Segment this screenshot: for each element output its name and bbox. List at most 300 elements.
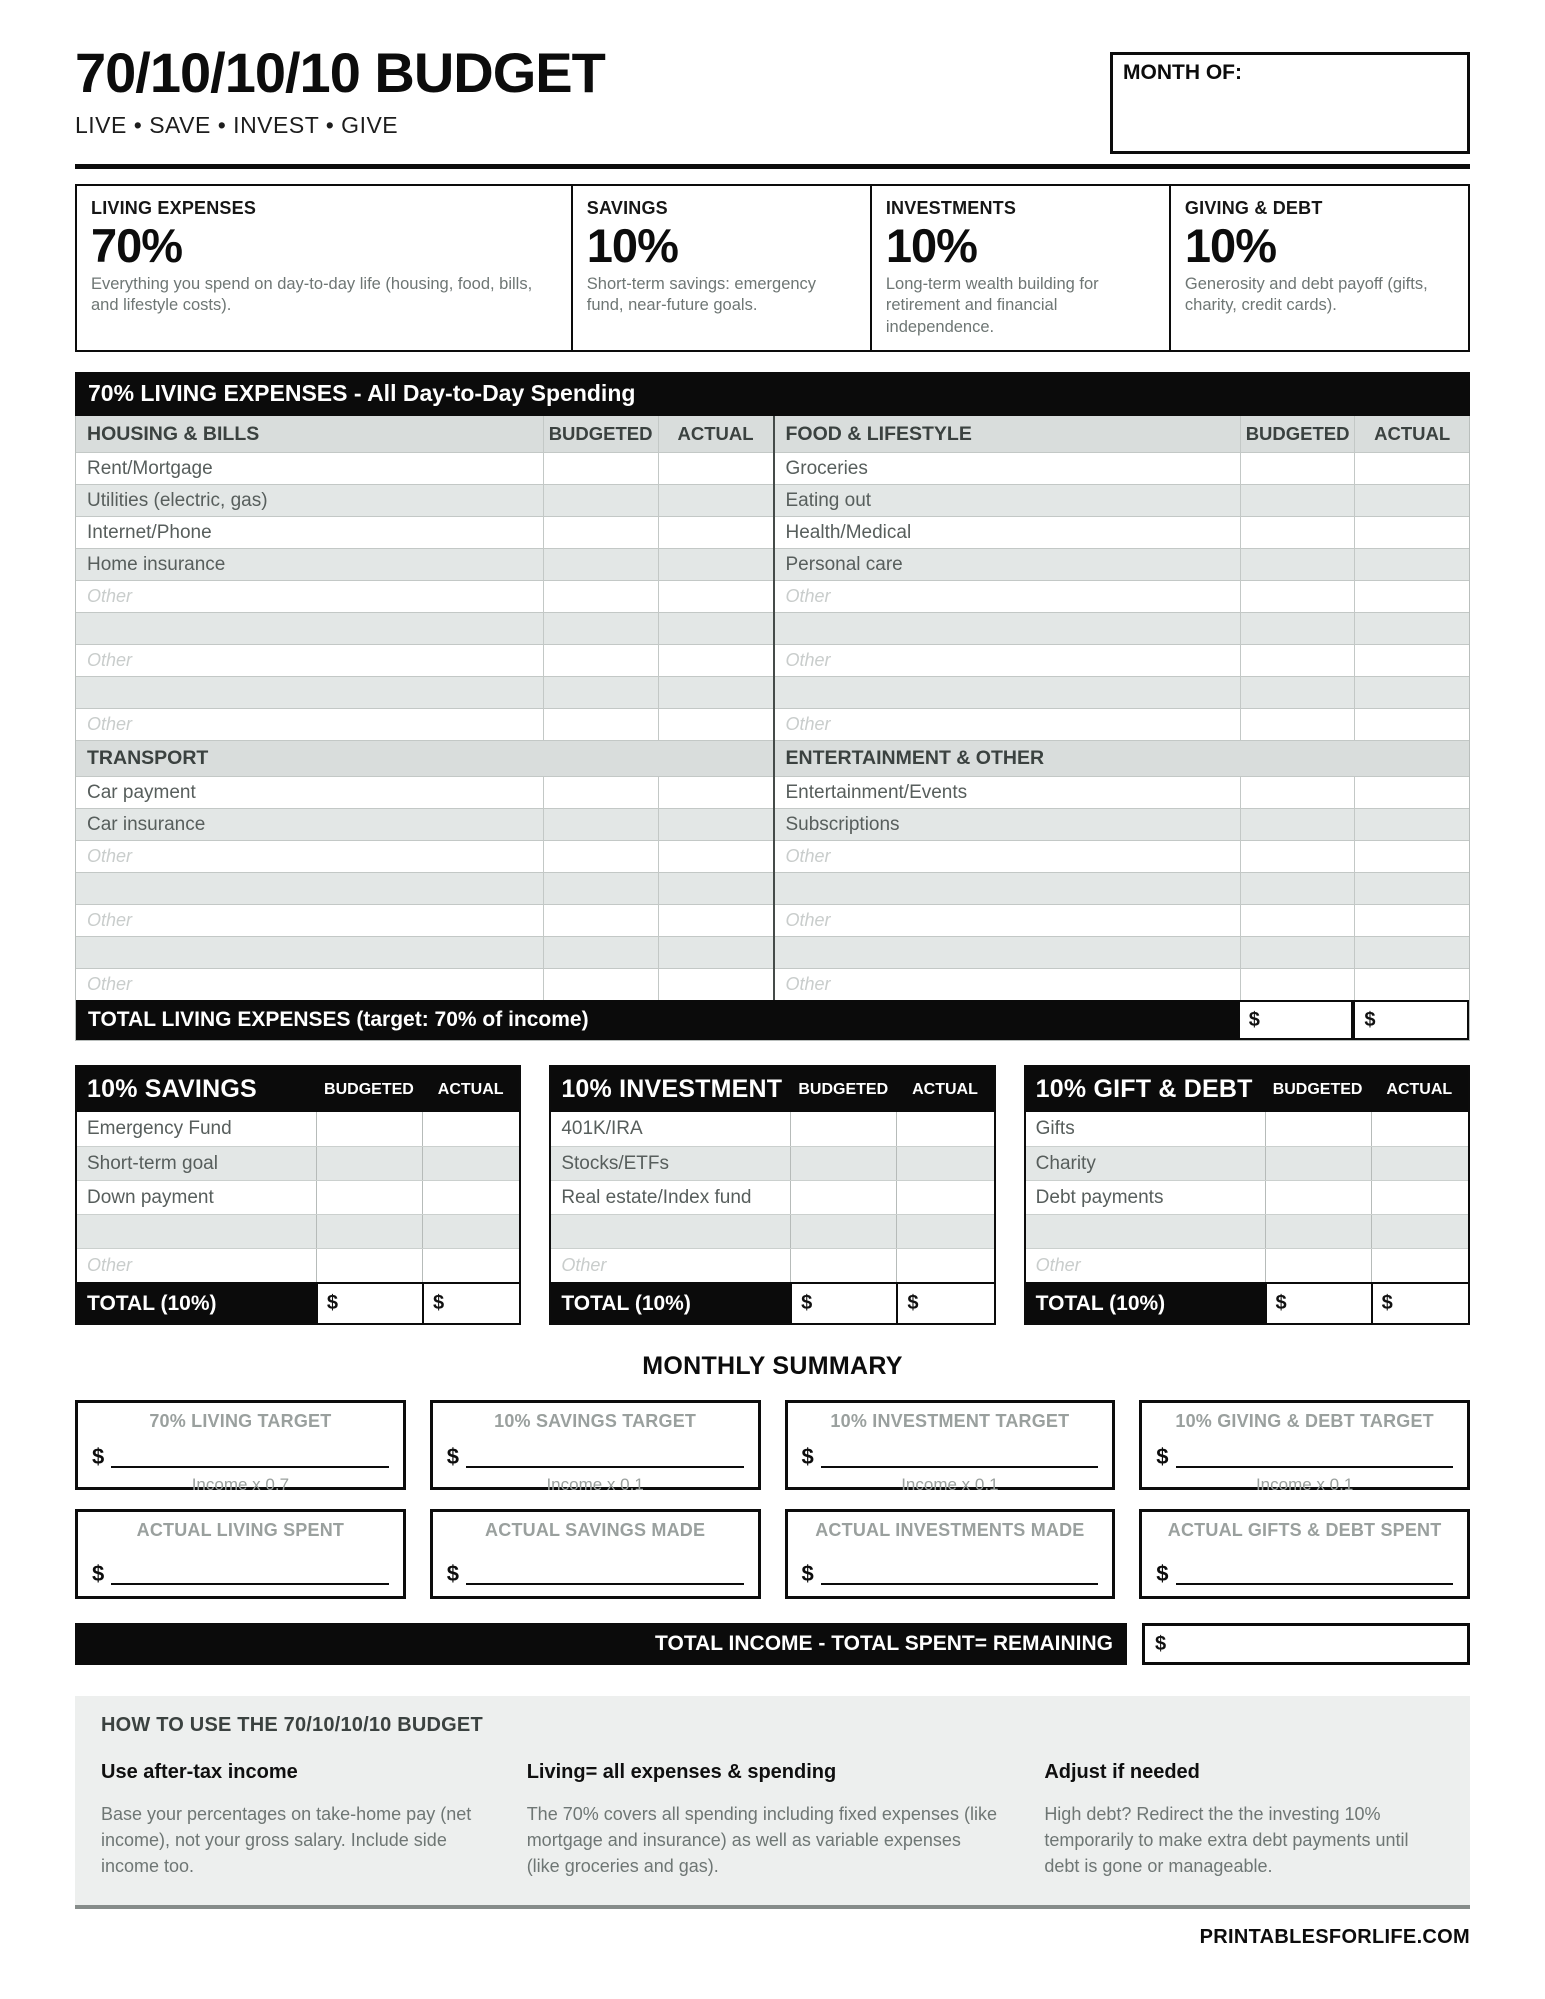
table-row	[76, 580, 773, 612]
row-label: Internet/Phone	[87, 521, 212, 543]
overview-card	[571, 186, 870, 350]
dollar-sign: $	[907, 1292, 919, 1314]
row-label: Charity	[1035, 1152, 1096, 1174]
living-section-bar: 70% LIVING EXPENSES - All Day-to-Day Spending	[75, 372, 1470, 416]
amount-fill-line[interactable]	[1156, 1563, 1453, 1585]
budgeted-cell[interactable]	[543, 453, 658, 484]
table-row	[775, 808, 1470, 840]
table-row	[551, 1214, 993, 1248]
summary-box-title: ACTUAL SAVINGS MADE	[485, 1520, 706, 1540]
table-row	[77, 1214, 519, 1248]
actual-cell[interactable]	[658, 485, 773, 516]
budgeted-cell[interactable]	[316, 1249, 422, 1282]
page-header	[75, 41, 1470, 154]
actual-cell[interactable]	[896, 1112, 993, 1146]
row-label: Other	[785, 974, 831, 994]
living-total-row	[76, 1000, 1469, 1040]
table-row	[775, 904, 1470, 936]
allocation-total-budgeted-cell[interactable]	[316, 1284, 422, 1323]
row-label: Other	[785, 650, 831, 670]
monthly-summary-title: MONTHLY SUMMARY	[642, 1352, 903, 1380]
actual-cell[interactable]	[1354, 937, 1469, 968]
actual-cell[interactable]	[1371, 1249, 1468, 1282]
actual-cell[interactable]	[658, 937, 773, 968]
table-row	[775, 452, 1470, 484]
living-total-budgeted-cell[interactable]	[1238, 1000, 1354, 1040]
summary-box-caption: Income x 0.1	[901, 1475, 999, 1494]
budgeted-cell[interactable]	[316, 1215, 422, 1248]
table-row	[76, 776, 773, 808]
tip-body: Base your percentages on take-home pay (net income), not your gross salary. Include side income too.	[101, 1804, 472, 1877]
table-row	[775, 968, 1470, 1000]
budgeted-cell[interactable]	[543, 709, 658, 740]
budgeted-cell[interactable]	[316, 1147, 422, 1180]
table-row	[775, 936, 1470, 968]
dollar-sign: $	[801, 1561, 814, 1586]
row-label: Other	[785, 910, 831, 930]
budgeted-cell[interactable]	[790, 1112, 896, 1146]
table-row	[76, 968, 773, 1000]
overview-card-label: GIVING & DEBT	[1184, 198, 1323, 218]
budgeted-cell[interactable]	[543, 873, 658, 904]
actual-cell[interactable]	[422, 1215, 519, 1248]
target-box	[1139, 1400, 1470, 1494]
tip-body: The 70% covers all spending including fixed expenses (like mortgage and insurance) as well as variable expenses (like groceries and gas).	[526, 1804, 997, 1877]
category-header: HOUSING & BILLS	[87, 422, 260, 445]
actual-cell[interactable]	[1354, 841, 1469, 872]
remaining-row	[75, 1623, 1470, 1665]
overview-card-percent: 70%	[91, 219, 183, 272]
allocation-box-header	[551, 1067, 993, 1112]
overview-card-percent: 10%	[586, 219, 678, 272]
table-row	[775, 872, 1470, 904]
table-row	[551, 1248, 993, 1282]
row-label: Utilities (electric, gas)	[87, 489, 268, 511]
dollar-sign: $	[92, 1561, 105, 1586]
allocation-box-header	[1026, 1067, 1468, 1112]
budgeted-cell[interactable]	[790, 1147, 896, 1180]
table-row	[775, 548, 1470, 580]
budgeted-cell[interactable]	[543, 841, 658, 872]
amount-fill-line[interactable]	[1156, 1446, 1453, 1468]
footer-site: PRINTABLESFORLIFE.COM	[1199, 1926, 1470, 1949]
table-row	[775, 644, 1470, 676]
budgeted-cell[interactable]	[543, 613, 658, 644]
row-label: Other	[87, 1255, 133, 1275]
table-row	[775, 840, 1470, 872]
row-label: Other	[87, 974, 133, 994]
row-label: Car payment	[87, 781, 196, 803]
actual-cell[interactable]	[1371, 1147, 1468, 1180]
budgeted-cell[interactable]	[543, 581, 658, 612]
actual-cell[interactable]	[1354, 581, 1469, 612]
budgeted-cell[interactable]	[1240, 905, 1355, 936]
dollar-sign: $	[801, 1444, 814, 1469]
row-label: Rent/Mortgage	[87, 457, 213, 479]
summary-box-title: ACTUAL LIVING SPENT	[136, 1520, 345, 1540]
actual-cell[interactable]	[658, 453, 773, 484]
budgeted-cell[interactable]	[1240, 677, 1355, 708]
summary-box-caption: Income x 0.1	[546, 1475, 644, 1494]
row-label: 401K/IRA	[561, 1118, 643, 1139]
row-label	[76, 613, 543, 644]
how-to-tip	[101, 1761, 481, 1879]
budgeted-cell[interactable]	[1265, 1215, 1371, 1248]
table-row	[76, 936, 773, 968]
actual-cell[interactable]	[896, 1147, 993, 1180]
allocation-box	[1024, 1065, 1470, 1325]
actual-cell[interactable]	[1354, 969, 1469, 1000]
actual-cell[interactable]	[1371, 1181, 1468, 1214]
overview-card	[77, 186, 571, 350]
actual-cell[interactable]	[1354, 905, 1469, 936]
actual-box	[430, 1509, 761, 1599]
how-to-section	[75, 1696, 1470, 1909]
table-row	[76, 612, 773, 644]
actual-cell[interactable]	[1354, 453, 1469, 484]
budgeted-cell[interactable]	[1240, 709, 1355, 740]
allocation-box-title: 10% SAVINGS	[87, 1075, 257, 1103]
row-label: Other	[87, 714, 133, 734]
dollar-sign: $	[1364, 1008, 1376, 1031]
dollar-sign: $	[1248, 1008, 1260, 1031]
overview-card-percent: 10%	[885, 219, 977, 272]
how-to-title: HOW TO USE THE 70/10/10/10 BUDGET	[101, 1714, 483, 1736]
actual-boxes-row	[75, 1509, 1470, 1599]
allocation-total-actual-cell[interactable]	[896, 1284, 993, 1323]
target-box	[75, 1400, 406, 1494]
table-row	[76, 452, 773, 484]
table-row	[76, 644, 773, 676]
allocation-box	[549, 1065, 995, 1325]
write-in-line	[466, 1450, 744, 1468]
table-row	[775, 612, 1470, 644]
allocation-total-row	[77, 1282, 519, 1323]
row-label	[76, 937, 543, 968]
category-header: FOOD & LIFESTYLE	[785, 422, 972, 445]
table-row	[775, 676, 1470, 708]
budgeted-cell[interactable]	[543, 905, 658, 936]
row-label	[76, 873, 543, 904]
budgeted-cell[interactable]	[1240, 581, 1355, 612]
actual-cell[interactable]	[658, 777, 773, 808]
budgeted-cell[interactable]	[1240, 873, 1355, 904]
row-label	[775, 613, 1240, 644]
budgeted-cell[interactable]	[1240, 809, 1355, 840]
column-header-budgeted: BUDGETED	[543, 416, 658, 452]
summary-box-title: 10% GIVING & DEBT TARGET	[1175, 1411, 1434, 1431]
budgeted-cell[interactable]	[1265, 1181, 1371, 1214]
actual-cell[interactable]	[896, 1181, 993, 1214]
actual-cell[interactable]	[1371, 1112, 1468, 1146]
living-table-header-row	[76, 416, 773, 452]
allocation-total-label: TOTAL (10%)	[1035, 1291, 1166, 1315]
write-in-line	[1176, 1567, 1454, 1585]
budgeted-cell[interactable]	[1265, 1147, 1371, 1180]
dollar-sign: $	[801, 1292, 813, 1314]
row-label	[76, 677, 543, 708]
allocation-total-actual-cell[interactable]	[1371, 1284, 1468, 1323]
actual-cell[interactable]	[658, 645, 773, 676]
amount-fill-line[interactable]	[92, 1563, 389, 1585]
actual-cell[interactable]	[896, 1215, 993, 1248]
column-header-actual: ACTUAL	[1386, 1080, 1453, 1098]
living-total-label: TOTAL LIVING EXPENSES (target: 70% of income)	[88, 1008, 589, 1031]
amount-fill-line[interactable]	[447, 1563, 744, 1585]
actual-cell[interactable]	[1371, 1215, 1468, 1248]
write-in-line	[1176, 1450, 1454, 1468]
dollar-sign: $	[326, 1292, 338, 1314]
overview-card-percent: 10%	[1184, 219, 1276, 272]
amount-fill-line[interactable]	[802, 1446, 1099, 1468]
month-of-input-box[interactable]	[1110, 52, 1470, 154]
actual-cell[interactable]	[658, 677, 773, 708]
table-row	[1026, 1112, 1468, 1146]
allocation-total-budgeted-cell[interactable]	[790, 1284, 896, 1323]
overview-card-label: INVESTMENTS	[885, 198, 1017, 218]
living-table-half-left	[76, 416, 773, 1000]
budgeted-cell[interactable]	[1240, 485, 1355, 516]
actual-cell[interactable]	[658, 905, 773, 936]
actual-box	[785, 1509, 1116, 1599]
actual-cell[interactable]	[1354, 517, 1469, 548]
budgeted-cell[interactable]	[316, 1181, 422, 1214]
living-table-half-right	[773, 416, 1470, 1000]
row-label: Home insurance	[87, 553, 226, 575]
budgeted-cell[interactable]	[543, 677, 658, 708]
actual-cell[interactable]	[658, 809, 773, 840]
column-header-actual: ACTUAL	[437, 1080, 504, 1098]
actual-cell[interactable]	[658, 581, 773, 612]
column-header-budgeted: BUDGETED	[1240, 416, 1355, 452]
allocation-total-label: TOTAL (10%)	[87, 1291, 217, 1315]
row-label: Down payment	[87, 1186, 214, 1208]
budgeted-cell[interactable]	[1265, 1112, 1371, 1146]
table-row	[76, 708, 773, 740]
actual-cell[interactable]	[1354, 549, 1469, 580]
summary-box-title: ACTUAL GIFTS & DEBT SPENT	[1167, 1520, 1442, 1540]
remaining-amount-cell[interactable]	[1142, 1623, 1470, 1665]
budgeted-cell[interactable]	[316, 1112, 422, 1146]
overview-cards	[75, 184, 1470, 352]
budgeted-cell[interactable]	[543, 969, 658, 1000]
how-to-tip	[1044, 1761, 1444, 1879]
actual-cell[interactable]	[422, 1147, 519, 1180]
budgeted-cell[interactable]	[543, 517, 658, 548]
target-boxes-row	[75, 1400, 1470, 1494]
table-row	[76, 840, 773, 872]
budgeted-cell[interactable]	[543, 809, 658, 840]
actual-cell[interactable]	[658, 517, 773, 548]
allocation-boxes-row	[75, 1065, 1470, 1325]
row-label: Car insurance	[87, 813, 206, 835]
overview-card-description: Generosity and debt payoff (gifts, charity, credit cards).	[1184, 275, 1428, 315]
budgeted-cell[interactable]	[543, 549, 658, 580]
row-label: Other	[87, 586, 133, 606]
target-box	[430, 1400, 761, 1494]
summary-box-title: 10% INVESTMENT TARGET	[830, 1411, 1070, 1431]
table-row	[76, 484, 773, 516]
overview-card-label: SAVINGS	[586, 198, 668, 218]
summary-box-caption: Income x 0.7	[191, 1475, 290, 1494]
budgeted-cell[interactable]	[1240, 517, 1355, 548]
overview-card	[1169, 186, 1468, 350]
overview-card	[870, 186, 1169, 350]
budgeted-cell[interactable]	[1240, 645, 1355, 676]
actual-cell[interactable]	[1354, 809, 1469, 840]
dollar-sign: $	[1156, 1444, 1169, 1469]
row-label: Other	[1035, 1255, 1081, 1275]
table-row	[1026, 1214, 1468, 1248]
allocation-total-row	[1026, 1282, 1468, 1323]
table-row	[76, 808, 773, 840]
title-block	[75, 41, 605, 139]
budgeted-cell[interactable]	[1265, 1249, 1371, 1282]
overview-card-description: Everything you spend on day-to-day life (housing, food, bills, and lifestyle costs).	[91, 275, 533, 315]
actual-cell[interactable]	[422, 1249, 519, 1282]
table-row	[76, 676, 773, 708]
allocation-total-budgeted-cell[interactable]	[1265, 1284, 1371, 1323]
table-row	[1026, 1180, 1468, 1214]
write-in-line	[821, 1567, 1099, 1585]
allocation-box-header	[77, 1067, 519, 1112]
budgeted-cell[interactable]	[543, 645, 658, 676]
actual-cell[interactable]	[422, 1181, 519, 1214]
budgeted-cell[interactable]	[1240, 613, 1355, 644]
actual-cell[interactable]	[896, 1249, 993, 1282]
summary-box-title: 70% LIVING TARGET	[149, 1411, 332, 1431]
actual-cell[interactable]	[1354, 613, 1469, 644]
dollar-sign: $	[92, 1444, 105, 1469]
budgeted-cell[interactable]	[790, 1181, 896, 1214]
column-header-actual: ACTUAL	[658, 416, 773, 452]
actual-cell[interactable]	[422, 1112, 519, 1146]
table-row	[775, 708, 1470, 740]
overview-card-description: Short-term savings: emergency fund, near-future goals.	[586, 275, 817, 315]
table-row	[77, 1146, 519, 1180]
actual-cell[interactable]	[658, 709, 773, 740]
table-row	[1026, 1248, 1468, 1282]
table-row	[76, 548, 773, 580]
table-row	[775, 776, 1470, 808]
actual-cell[interactable]	[658, 873, 773, 904]
table-row	[77, 1112, 519, 1146]
table-row	[775, 580, 1470, 612]
row-label: Gifts	[1035, 1118, 1075, 1139]
tip-heading: Living= all expenses & spending	[526, 1761, 837, 1783]
table-row	[76, 516, 773, 548]
living-expenses-table	[75, 416, 1470, 1041]
amount-fill-line[interactable]	[92, 1446, 389, 1468]
table-row	[551, 1112, 993, 1146]
overview-card-description: Long-term wealth building for retirement and financial independence.	[885, 275, 1099, 336]
row-label: Debt payments	[1035, 1186, 1164, 1208]
actual-cell[interactable]	[658, 613, 773, 644]
table-row	[76, 904, 773, 936]
budgeted-cell[interactable]	[1240, 549, 1355, 580]
actual-cell[interactable]	[1354, 709, 1469, 740]
dollar-sign: $	[1275, 1292, 1287, 1314]
table-row	[551, 1146, 993, 1180]
budgeted-cell[interactable]	[790, 1215, 896, 1248]
budgeted-cell[interactable]	[1240, 969, 1355, 1000]
how-to-tip	[527, 1761, 999, 1879]
allocation-box-title: 10% GIFT & DEBT	[1035, 1075, 1253, 1103]
budgeted-cell[interactable]	[543, 777, 658, 808]
actual-cell[interactable]	[1354, 777, 1469, 808]
summary-box-caption: Income x 0.1	[1255, 1475, 1354, 1494]
actual-cell[interactable]	[1354, 645, 1469, 676]
actual-cell[interactable]	[658, 841, 773, 872]
living-total-actual-cell[interactable]	[1353, 1000, 1469, 1040]
budgeted-cell[interactable]	[1240, 937, 1355, 968]
column-header-actual: ACTUAL	[1354, 416, 1469, 452]
actual-cell[interactable]	[658, 969, 773, 1000]
amount-fill-line[interactable]	[802, 1563, 1099, 1585]
allocation-total-label: TOTAL (10%)	[561, 1291, 691, 1315]
column-header-budgeted: BUDGETED	[324, 1080, 414, 1098]
category-header-row	[76, 740, 773, 776]
target-box	[785, 1400, 1116, 1494]
budgeted-cell[interactable]	[790, 1249, 896, 1282]
amount-fill-line[interactable]	[447, 1446, 744, 1468]
row-label: Subscriptions	[785, 813, 900, 835]
row-label: Other	[785, 586, 831, 606]
budgeted-cell[interactable]	[543, 937, 658, 968]
actual-cell[interactable]	[1354, 677, 1469, 708]
table-row	[76, 872, 773, 904]
table-row	[1026, 1146, 1468, 1180]
budgeted-cell[interactable]	[1240, 777, 1355, 808]
column-header-budgeted: BUDGETED	[798, 1080, 889, 1098]
budgeted-cell[interactable]	[1240, 841, 1355, 872]
write-in-line	[111, 1567, 389, 1585]
category-header: ENTERTAINMENT & OTHER	[785, 747, 1045, 769]
actual-cell[interactable]	[1354, 873, 1469, 904]
row-label	[775, 937, 1240, 968]
table-row	[775, 516, 1470, 548]
row-label: Real estate/Index fund	[561, 1186, 752, 1208]
row-label: Other	[87, 650, 133, 670]
tip-body: High debt? Redirect the the investing 10% temporarily to make extra debt payments until debt is gone or manageable.	[1044, 1804, 1409, 1877]
dollar-sign: $	[446, 1444, 459, 1469]
tip-heading: Adjust if needed	[1044, 1761, 1200, 1783]
row-label: Other	[785, 846, 831, 866]
budgeted-cell[interactable]	[1240, 453, 1355, 484]
page-subtitle: LIVE • SAVE • INVEST • GIVE	[75, 111, 399, 138]
row-label: Other	[87, 846, 133, 866]
row-label: Eating out	[785, 489, 872, 511]
write-in-line	[466, 1567, 744, 1585]
row-label: Other	[87, 910, 133, 930]
living-table-body	[76, 416, 1469, 1000]
allocation-total-actual-cell[interactable]	[422, 1284, 519, 1323]
row-label: Other	[561, 1255, 607, 1275]
table-row	[775, 484, 1470, 516]
budgeted-cell[interactable]	[543, 485, 658, 516]
row-label: Personal care	[785, 553, 903, 575]
dollar-sign: $	[1381, 1292, 1393, 1314]
dollar-sign: $	[1156, 1561, 1169, 1586]
row-label: Short-term goal	[87, 1152, 218, 1174]
how-to-columns	[101, 1761, 1444, 1879]
actual-cell[interactable]	[1354, 485, 1469, 516]
allocation-box-title: 10% INVESTMENT	[561, 1075, 783, 1103]
column-header-actual: ACTUAL	[912, 1080, 978, 1098]
actual-cell[interactable]	[658, 549, 773, 580]
allocation-box	[75, 1065, 521, 1325]
summary-box-title: ACTUAL INVESTMENTS MADE	[815, 1520, 1085, 1540]
